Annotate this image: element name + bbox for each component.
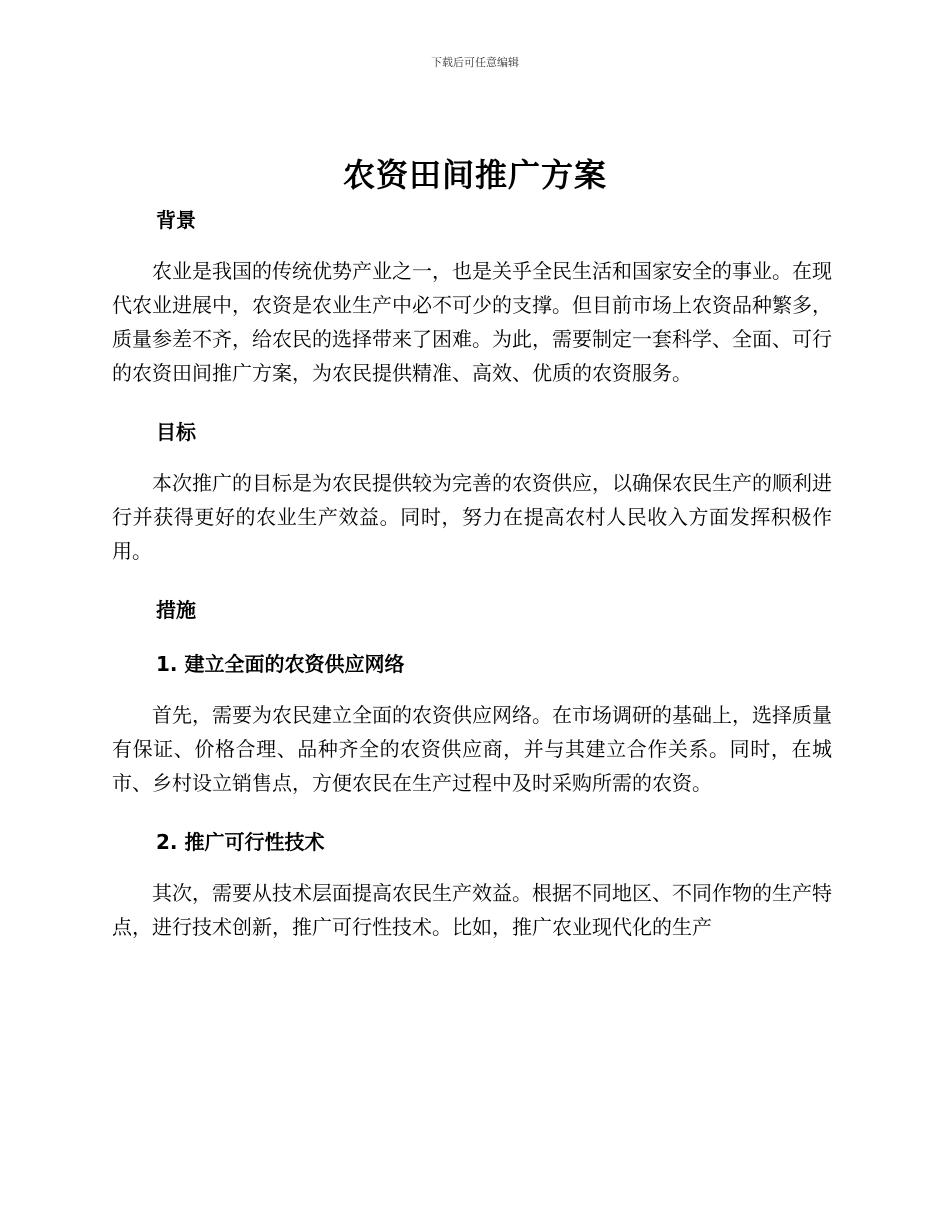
document-body [112, 200, 832, 944]
section-heading-background: 背景 [156, 208, 196, 232]
paragraph-goal: 本次推广的目标是为农民提供较为完善的农资供应，以确保农民生产的顺利进行并获得更好的农业生产效益。同时，努力在提高农村人民收入方面发挥积极作用。 [112, 471, 832, 563]
paragraph-background: 农业是我国的传统优势产业之一，也是关乎全民生活和国家安全的事业。在现代农业进展中，农资是农业生产中必不可少的支撑。但目前市场上农资品种繁多，质量参差不齐，给农民的选择带来了困难。为此，需要制定一套科学、全面、可行的农资田间推广方案，为农民提供精准、高效、优质的农资服务。 [112, 259, 832, 385]
document-title: 农资田间推广方案 [342, 156, 607, 194]
paragraph-measure-1: 首先，需要为农民建立全面的农资供应网络。在市场调研的基础上，选择质量有保证、价格合理、品种齐全的农资供应商，并与其建立合作关系。同时，在城市、乡村设立销售点，方便农民在生产过程中及时采购所需的农资。 [112, 703, 832, 795]
section-heading-goal: 目标 [156, 420, 196, 444]
subsection-heading-measure-1: 1. 建立全面的农资供应网络 [156, 652, 405, 676]
header-note: 下载后可任意编辑 [431, 56, 519, 69]
paragraph-measure-2: 其次，需要从技术层面提高农民生产效益。根据不同地区、不同作物的生产特点，进行技术创新，推广可行性技术。比如，推广农业现代化的生产 [112, 881, 832, 939]
subsection-heading-measure-2: 2. 推广可行性技术 [156, 830, 325, 854]
section-heading-measures: 措施 [156, 598, 196, 622]
